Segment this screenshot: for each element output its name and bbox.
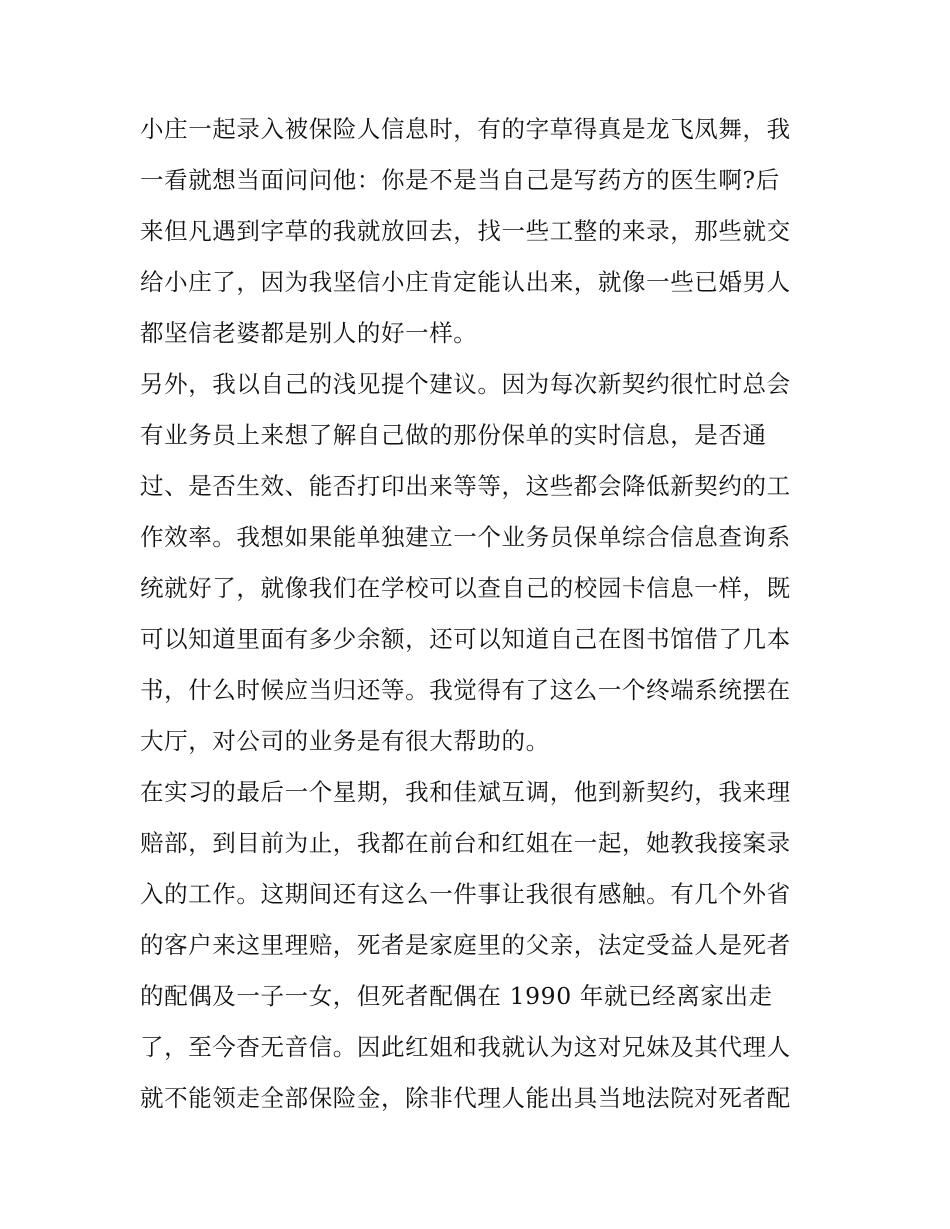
text-line-11: 可以知道里面有多少余额，还可以知道自己在图书馆借了几本 xyxy=(140,625,791,653)
text-line-10: 统就好了，就像我们在学校可以查自己的校园卡信息一样，既 xyxy=(140,574,791,602)
text-line-12: 书，什么时候应当归还等。我觉得有了这么一个终端系统摆在 xyxy=(140,676,791,704)
text-line-9: 作效率。我想如果能单独建立一个业务员保单综合信息查询系 xyxy=(140,523,791,551)
text-line-8: 过、是否生效、能否打印出来等等，这些都会降低新契约的工 xyxy=(140,472,791,500)
text-line-19: 了，至今杳无音信。因此红姐和我就认为这对兄妹及其代理人 xyxy=(140,1033,791,1061)
text-line-7: 有业务员上来想了解自己做的那份保单的实时信息，是否通 xyxy=(140,421,767,449)
text-line-18: 的配偶及一子一女，但死者配偶在 1990 年就已经离家出走 xyxy=(140,982,773,1010)
text-line-16: 入的工作。这期间还有这么一件事让我很有感触。有几个外省 xyxy=(140,880,791,908)
text-line-14: 在实习的最后一个星期，我和佳斌互调，他到新契约，我来理 xyxy=(140,778,791,806)
text-line-20: 就不能领走全部保险金，除非代理人能出具当地法院对死者配 xyxy=(140,1084,791,1112)
text-line-1: 小庄一起录入被保险人信息时，有的字草得真是龙飞凤舞，我 xyxy=(140,115,791,143)
text-line-15: 赔部，到目前为止，我都在前台和红姐在一起，她教我接案录 xyxy=(140,829,791,857)
text-line-6: 另外，我以自己的浅见提个建议。因为每次新契约很忙时总会 xyxy=(140,370,791,398)
text-line-3: 来但凡遇到字草的我就放回去，找一些工整的来录，那些就交 xyxy=(140,217,791,245)
text-line-5: 都坚信老婆都是别人的好一样。 xyxy=(140,319,478,347)
text-line-2: 一看就想当面问问他：你是不是当自己是写药方的医生啊?后 xyxy=(140,166,780,194)
text-line-17: 的客户来这里理赔，死者是家庭里的父亲，法定受益人是死者 xyxy=(140,931,791,959)
text-line-13: 大厅，对公司的业务是有很大帮助的。 xyxy=(140,727,550,755)
text-line-4: 给小庄了，因为我坚信小庄肯定能认出来，就像一些已婚男人 xyxy=(140,268,791,296)
body-text xyxy=(140,104,820,1124)
